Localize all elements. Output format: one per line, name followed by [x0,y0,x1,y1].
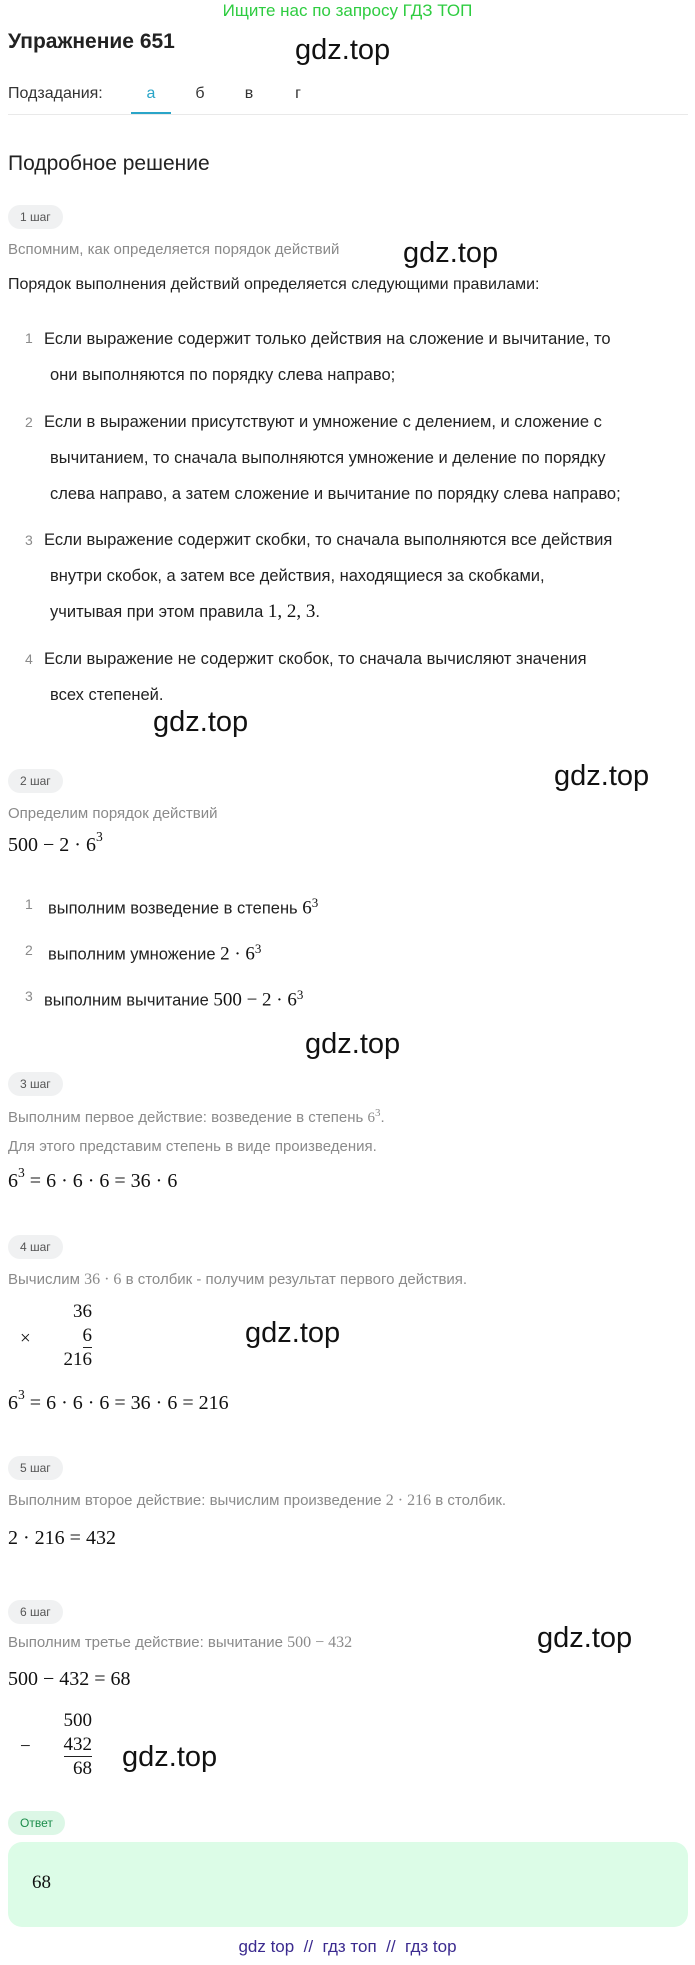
tab-a[interactable]: а [146,85,156,102]
column-multiplication: 36 6 216 [63,1301,92,1370]
step-2-expression: $500 - 2 \cdot 6^3$ [8,829,103,856]
rule-4-number: 4 [25,651,33,667]
rule-4-line-2: всех степеней. [50,686,164,704]
tab-g[interactable]: г [295,85,301,102]
watermark: gdz.top [554,760,650,792]
search-banner: Ищите нас по запросу ГДЗ ТОП [222,1,473,20]
order-2-text: выполним умножение $2 \cdot 6^3$ [48,941,262,965]
tab-b[interactable]: б [195,85,205,102]
rule-3-line-1: Если выражение содержит скобки, то сначала выполняются все действия [44,531,613,549]
rule-2-line-2: вычитанием, то сначала выполняются умножение и деление по порядку [50,449,606,467]
step-5-chip: 5 шаг [8,1456,63,1480]
step-3-hint: Выполним первое действие: возведение в степень $6^3$. [8,1107,385,1126]
rule-1-line-1: Если выражение содержит только действия на сложение и вычитание, то [44,330,611,348]
minus-sign: − [20,1736,31,1757]
step-5-equation: 2 · 216 = 432 [8,1527,116,1549]
answer-box [8,1842,688,1927]
rule-1-line-2: они выполняются по порядку слева направо; [50,366,396,384]
step-3-equation: $6^3 = 6 \cdot 6 \cdot 6 = 36 \cdot 6$ [8,1165,178,1192]
order-3-text: выполним вычитание $500 - 2 \cdot 6^3$ [44,987,304,1011]
rule-3-line-3: учитывая при этом правила 1, 2, 3. [50,601,320,622]
step-3-hint-2: Для этого представим степень в виде произведения. [8,1138,377,1155]
subtasks-label: Подзадания: [8,85,103,102]
footer-links[interactable]: gdz top // гдз топ // гдз top [238,1937,457,1956]
tab-v[interactable]: в [244,85,254,102]
step-4-chip: 4 шаг [8,1235,63,1259]
step-6-hint: Выполним третье действие: вычитание 500 − 432 [8,1634,353,1651]
step-1-intro: Порядок выполнения действий определяется следующими правилами: [8,276,540,293]
rule-1-number: 1 [25,330,33,346]
watermark: gdz.top [537,1622,633,1654]
rule-2-line-3: слева направо, а затем сложение и вычитание по порядку слева направо; [50,485,621,503]
step-2-chip: 2 шаг [8,769,63,793]
step-6-chip: 6 шаг [8,1600,63,1624]
step-5-hint: Выполним второе действие: вычислим произведение 2 · 216 в столбик. [8,1492,507,1509]
watermark: gdz.top [122,1741,218,1773]
answer-chip: Ответ [8,1811,65,1835]
step-1-hint: Вспомним, как определяется порядок действий [8,241,340,258]
watermark: gdz.top [305,1028,401,1060]
answer-value: 68 [32,1872,51,1893]
rule-3-math: 1, 2, 3 [267,601,316,622]
rule-2-line-1: Если в выражении присутствуют и умножение с делением, и сложение с [44,413,602,431]
watermark: gdz.top [295,34,391,66]
step-4-equation: $6^3 = 6 \cdot 6 \cdot 6 = 36 \cdot 6 = 216$ [8,1387,229,1414]
rule-4-line-1: Если выражение не содержит скобок, то сначала вычисляют значения [44,650,587,668]
order-1-number: 1 [25,896,33,912]
step-1-chip: 1 шаг [8,205,63,229]
order-1-text: выполним возведение в степень $6^3$ [48,895,319,919]
column-subtraction: 500 432 68 [63,1710,92,1779]
order-2-number: 2 [25,942,33,958]
order-3-number: 3 [25,988,33,1004]
watermark: gdz.top [245,1317,341,1349]
rule-2-number: 2 [25,414,33,430]
step-3-chip: 3 шаг [8,1072,63,1096]
step-2-hint: Определим порядок действий [8,805,218,822]
section-title: Подробное решение [8,152,210,175]
watermark: gdz.top [153,706,249,738]
multiply-sign: × [20,1328,31,1349]
page-title: Упражнение 651 [8,30,175,53]
step-4-hint: Вычислим 36 · 6 в столбик - получим результат первого действия. [8,1271,468,1288]
watermark: gdz.top [403,237,499,269]
step-6-equation: 500 − 432 = 68 [8,1668,131,1690]
rule-3-line-2: внутри скобок, а затем все действия, находящиеся за скобками, [50,567,545,585]
rule-3-number: 3 [25,532,33,548]
tabs-divider [8,114,688,115]
